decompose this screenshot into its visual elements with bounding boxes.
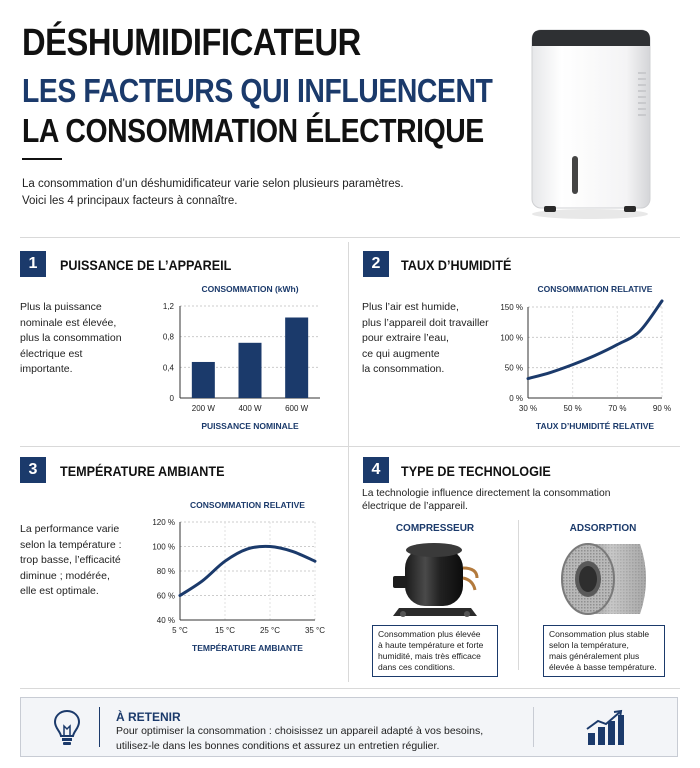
technology-label-compressor: COMPRESSEUR [395, 523, 475, 534]
y-tick-label: 150 % [500, 303, 523, 312]
x-axis-label: PUISSANCE NOMINALE [201, 421, 299, 431]
text-line: importante. [20, 363, 73, 375]
y-tick-label: 0,8 [162, 332, 174, 342]
text-line: selon la température, [549, 640, 629, 650]
section-number-badge: 2 [363, 251, 389, 277]
intro-text [22, 176, 404, 210]
text-line: élevée à basse température. [549, 662, 657, 672]
y-tick-label: 0 [169, 394, 174, 403]
adsorption-description [543, 625, 665, 677]
text-line: trop basse, l’efficacité [20, 554, 121, 566]
compressor-description [372, 625, 498, 677]
text-line: plus la consommation [20, 332, 122, 344]
y-tick-label: 40 % [156, 616, 175, 625]
text-line: plus l’appareil doit travailler [362, 316, 489, 329]
x-tick-label: 5 °C [172, 626, 188, 635]
x-tick-label: 15 °C [214, 626, 236, 635]
x-tick-label: 35 °C [304, 626, 326, 635]
section-title: TAUX D’HUMIDITÉ [401, 257, 512, 273]
technology-label-adsorption: ADSORPTION [569, 523, 637, 534]
power-consumption-bar-chart [150, 280, 340, 440]
bar [192, 362, 215, 398]
text-line: diminue ; modérée, [20, 569, 110, 582]
chart-title: CONSOMMATION RELATIVE [537, 284, 653, 294]
section-title: TEMPÉRATURE AMBIANTE [60, 463, 225, 479]
divider [348, 242, 349, 682]
divider [99, 707, 100, 747]
divider [518, 520, 519, 670]
section-title: TYPE DE TECHNOLOGIE [401, 463, 551, 479]
chart-title: CONSOMMATION (kWh) [201, 284, 299, 294]
divider [20, 237, 680, 238]
text-line: Consommation plus stable [549, 629, 650, 639]
x-tick-label: 400 W [238, 404, 262, 413]
text-line: mais généralement plus [549, 651, 640, 661]
divider [20, 446, 680, 447]
text-line: humidité, mais très efficace [378, 651, 481, 661]
text-line: ce qui augmente [362, 347, 440, 360]
takeaway-text [116, 724, 483, 754]
x-tick-label: 70 % [608, 404, 627, 413]
divider [20, 688, 680, 689]
text-line: Plus l’air est humide, [362, 301, 459, 313]
compressor-image [385, 538, 485, 620]
text-line: à haute température et forte [378, 640, 484, 650]
page-subtitle-line-2: LA CONSOMMATION ÉLECTRIQUE [22, 112, 484, 149]
bar [239, 343, 262, 398]
text-line: dans ces conditions. [378, 662, 456, 672]
chart-title: CONSOMMATION RELATIVE [190, 500, 305, 510]
intro-line-1: La consommation d’un déshumidificateur varie selon plusieurs paramètres. [22, 178, 404, 190]
y-tick-label: 100 % [152, 542, 175, 552]
page-subtitle-line-1: LES FACTEURS QUI INFLUENCENT [22, 72, 493, 109]
temperature-consumption-line-chart [145, 494, 345, 659]
y-tick-label: 100 % [500, 333, 523, 343]
x-axis-label: TAUX D’HUMIDITÉ RELATIVE [535, 421, 655, 431]
lightbulb-icon [52, 708, 82, 748]
text-line: selon la température : [20, 538, 122, 551]
dehumidifier-image [520, 22, 660, 222]
x-tick-label: 600 W [285, 404, 309, 413]
text-line: Pour optimiser la consommation : choisissez un appareil adapté à vos besoins, [116, 725, 484, 737]
divider [533, 707, 534, 747]
text-line: pour extraire l’eau, [362, 332, 449, 344]
x-axis-label: TEMPÉRATURE AMBIANTE [192, 643, 303, 653]
text-line: électrique de l’appareil. [362, 501, 468, 512]
text-line: utilisez-le dans les bonnes conditions et assurez un entretien régulier. [116, 740, 440, 752]
section-number-badge: 3 [20, 457, 46, 483]
text-line: La technologie influence directement la consommation [362, 488, 611, 499]
section-text [362, 300, 489, 378]
x-tick-label: 90 % [652, 404, 672, 413]
y-tick-label: 60 % [156, 591, 175, 601]
growth-chart-icon [584, 709, 626, 747]
x-tick-label: 50 % [563, 404, 582, 413]
x-tick-label: 25 °C [259, 626, 281, 635]
y-tick-label: 120 % [152, 518, 175, 527]
section-text [362, 487, 610, 513]
y-tick-label: 1,2 [162, 302, 174, 311]
page-title: DÉSHUMIDIFICATEUR [22, 22, 361, 64]
text-line: nominale est élevée, [20, 316, 117, 329]
section-text [20, 300, 122, 378]
text-line: Consommation plus élevée [378, 629, 481, 639]
intro-line-2: Voici les 4 principaux facteurs à connaître. [22, 195, 238, 207]
text-line: Plus la puissance [20, 301, 102, 313]
x-tick-label: 30 % [518, 404, 538, 413]
adsorption-rotor-image [548, 538, 658, 620]
bar [285, 318, 308, 399]
section-title: PUISSANCE DE L’APPAREIL [60, 257, 232, 273]
y-tick-label: 0,4 [162, 363, 174, 373]
section-number-badge: 4 [363, 457, 389, 483]
section-number-badge: 1 [20, 251, 46, 277]
humidity-consumption-line-chart [490, 280, 680, 440]
y-tick-label: 80 % [156, 567, 175, 576]
text-line: électrique est [20, 347, 83, 360]
text-line: la consommation. [362, 363, 445, 375]
takeaway-title: À RETENIR [116, 710, 181, 724]
series-line [528, 301, 662, 379]
text-line: elle est optimale. [20, 585, 99, 597]
text-line: La performance varie [20, 523, 120, 535]
y-tick-label: 50 % [504, 363, 523, 373]
title-underline [22, 158, 62, 160]
y-tick-label: 0 % [509, 394, 523, 403]
section-text [20, 522, 122, 600]
x-tick-label: 200 W [191, 404, 215, 413]
